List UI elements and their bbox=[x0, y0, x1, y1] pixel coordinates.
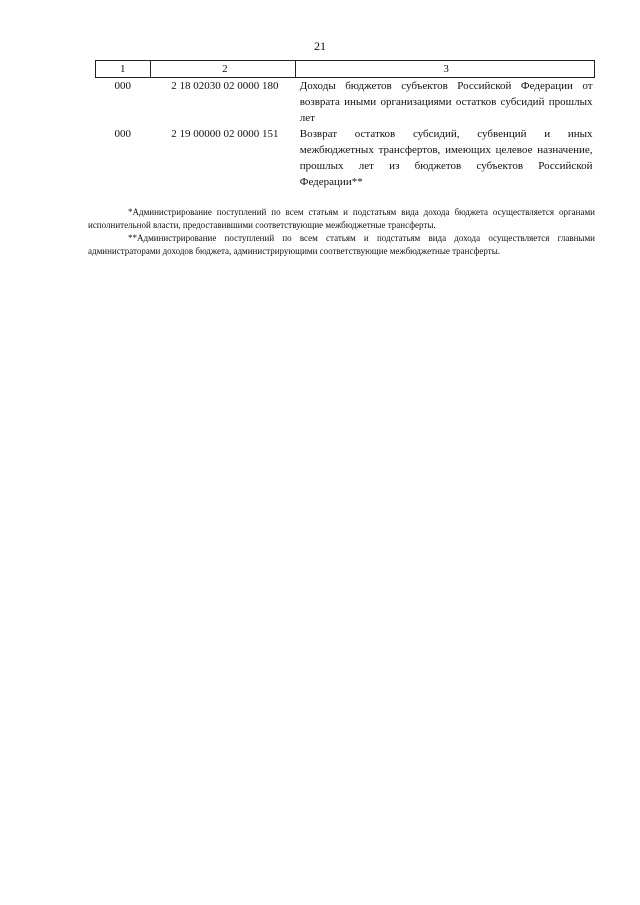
column-header-2: 2 bbox=[150, 61, 296, 78]
revenue-code-cell: 2 18 02030 02 0000 180 bbox=[171, 80, 279, 92]
column-header-3: 3 bbox=[296, 61, 595, 78]
column-header-1: 1 bbox=[96, 61, 151, 78]
page-number: 21 bbox=[314, 39, 326, 53]
revenue-name-cell: Доходы бюджетов субъектов Российской Федерации от возврата иными организациями остатков субсидий прошлых лет bbox=[299, 80, 593, 124]
admin-code-cell: 000 bbox=[114, 128, 132, 140]
footnote-1: *Администрирование поступлений по всем статьям и подстатьям вида дохода бюджета осуществляется органами исполнительной власти, предоставившими соответствующие межбюджетные трансферты. bbox=[88, 207, 595, 230]
revenue-code-cell: 2 19 00000 02 0000 151 bbox=[171, 128, 279, 140]
revenue-name-cell: Возврат остатков субсидий, субвенций и иных межбюджетных трансфертов, имеющих целевое назначение, прошлых лет из бюджетов субъектов Российской Федерации** bbox=[299, 128, 593, 188]
footnote-2: **Администрирование поступлений по всем статьям и подстатьям вида дохода осуществляется главными администраторами доходов бюджета, администрирующими соответствующие межбюджетные трансферты. bbox=[88, 233, 595, 256]
table-header-row bbox=[96, 61, 595, 78]
table-row bbox=[96, 78, 595, 127]
table-row bbox=[96, 126, 595, 190]
revenue-codes-table bbox=[95, 60, 595, 190]
admin-code-cell: 000 bbox=[114, 80, 132, 92]
footnotes bbox=[88, 206, 595, 258]
